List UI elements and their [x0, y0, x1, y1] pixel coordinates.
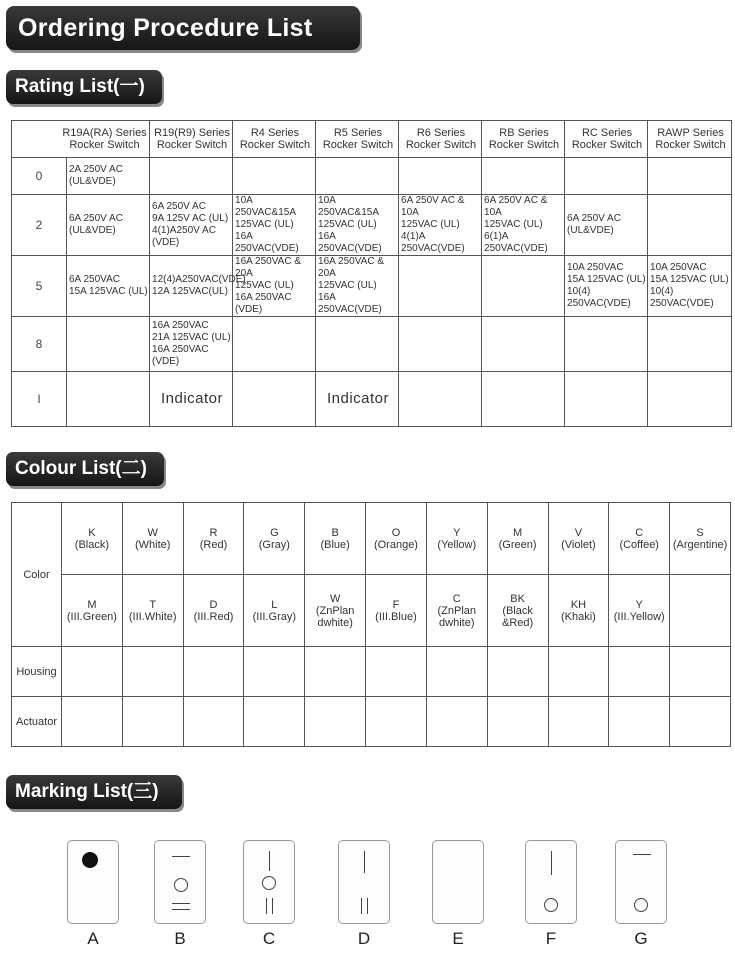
- empty-cell: [305, 647, 366, 697]
- rating-cell: [67, 256, 150, 317]
- row-label-housing: Housing: [12, 647, 62, 697]
- empty-cell: [183, 697, 244, 747]
- switch-diagram-b: [154, 840, 206, 924]
- rating-cell-line: 125VAC (UL): [235, 219, 294, 230]
- marking-label: C: [262, 929, 276, 948]
- empty-cell: [122, 697, 183, 747]
- rating-cell: [565, 372, 648, 427]
- empty-cell: [548, 697, 609, 747]
- rating-cell: [150, 317, 233, 372]
- rating-cell: [233, 195, 316, 256]
- rating-cell-line: 4(1)A 250VAC(VDE): [401, 231, 465, 254]
- rating-col-header: RC Series Rocker Switch: [565, 121, 648, 158]
- colour-cell: [183, 575, 244, 647]
- colour-code: T: [149, 598, 157, 611]
- rating-cell-line: 6A 250V AC & 10A: [484, 195, 548, 218]
- switch-diagram-a: [67, 840, 119, 924]
- empty-cell: [609, 647, 670, 697]
- rating-cell-line: 16A 250VAC: [152, 320, 209, 331]
- rating-cell: [482, 317, 565, 372]
- rating-cell-line: 125VAC (UL): [318, 219, 377, 230]
- empty-cell: [609, 697, 670, 747]
- marking-list-heading: Marking List(三): [6, 775, 182, 809]
- colour-code: S: [696, 526, 704, 539]
- colour-cell: [305, 575, 366, 647]
- page-title: Ordering Procedure List: [6, 6, 360, 50]
- rating-cell-line: (UL&VDE): [69, 176, 116, 187]
- switch-diagram-c: [243, 840, 295, 924]
- rating-cell-line: 10(4) 250VAC(VDE): [567, 286, 631, 309]
- colour-code: B: [331, 526, 339, 539]
- colour-code: R: [209, 526, 218, 539]
- empty-cell: [244, 647, 305, 697]
- colour-name: (Black): [74, 538, 110, 551]
- rating-cell-line: Indicator: [160, 390, 224, 407]
- rating-cell: [648, 256, 732, 317]
- rating-cell-line: 125VAC (UL): [484, 219, 543, 230]
- rating-col-header: R6 Series Rocker Switch: [399, 121, 482, 158]
- rating-cell: [233, 372, 316, 427]
- rating-cell-line: 16A 250VAC(VDE): [235, 231, 299, 254]
- marking-label: D: [357, 929, 371, 948]
- rating-header-row: [12, 121, 732, 158]
- colour-cell: [62, 503, 123, 575]
- colour-cell: [670, 503, 731, 575]
- rating-code: I: [12, 372, 67, 427]
- rating-cell: [482, 195, 565, 256]
- rating-cell-line: 6A 250V AC: [69, 213, 123, 224]
- colour-cell: [548, 575, 609, 647]
- rating-cell-line: 10A 250VAC: [567, 262, 624, 273]
- colour-cell: [548, 503, 609, 575]
- rating-code: 2: [12, 195, 67, 256]
- rating-cell-line: 125VAC (UL): [401, 219, 460, 230]
- rating-cell: [648, 195, 732, 256]
- rating-col-header: R19(R9) Series Rocker Switch: [150, 121, 233, 158]
- rating-cell-line: 12A 125VAC(UL): [152, 286, 228, 297]
- empty-cell: [548, 647, 609, 697]
- rating-code: 5: [12, 256, 67, 317]
- colour-name: (Gray): [258, 538, 290, 551]
- colour-code: W: [329, 592, 341, 605]
- rating-cell-line: 10A 250VAC: [650, 262, 707, 273]
- rating-cell: [482, 372, 565, 427]
- colour-cell: [305, 503, 366, 575]
- colour-cell: [670, 575, 731, 647]
- colour-name: (III.White): [128, 610, 177, 623]
- rating-cell-line: 6A 250V AC & 10A: [401, 195, 465, 218]
- colour-name: (III.Red): [193, 610, 234, 623]
- rating-cell-line: 10A 250VAC&15A: [318, 195, 379, 218]
- rating-cell: [67, 158, 150, 195]
- colour-cell: [487, 575, 548, 647]
- colour-cell: [366, 503, 427, 575]
- colour-code: M: [87, 598, 97, 611]
- rating-code: 0: [12, 158, 67, 195]
- colour-name: (Yellow): [437, 538, 477, 551]
- rating-cell: [233, 158, 316, 195]
- colour-cell: [426, 575, 487, 647]
- rating-col-header: R5 Series Rocker Switch: [316, 121, 399, 158]
- rating-table: [11, 120, 732, 427]
- rating-cell-line: 16A 250VAC(VDE): [318, 231, 382, 254]
- empty-cell: [366, 697, 427, 747]
- colour-cell: [487, 503, 548, 575]
- rating-cell-line: 9A 125V AC (UL): [152, 213, 229, 224]
- rating-cell-line: 16A 250VAC(VDE): [318, 292, 382, 315]
- empty-cell: [487, 647, 548, 697]
- rating-cell-line: 6A 250V AC: [152, 201, 206, 212]
- colour-code: D: [209, 598, 218, 611]
- empty-cell: [122, 647, 183, 697]
- colour-name: (Khaki): [560, 610, 596, 623]
- colour-cell: [62, 575, 123, 647]
- colour-code: L: [271, 598, 278, 611]
- dot-mark: [82, 852, 98, 868]
- colour-name: (White): [134, 538, 171, 551]
- colour-code: Y: [453, 526, 461, 539]
- rating-cell-line: 10A 250VAC&15A: [235, 195, 296, 218]
- colour-code: KH: [570, 598, 587, 611]
- colour-name: dwhite): [439, 616, 475, 629]
- rating-cell-line: 15A 125VAC (UL): [567, 274, 646, 285]
- colour-cell: [122, 503, 183, 575]
- rating-cell: [316, 158, 399, 195]
- empty-cell: [487, 697, 548, 747]
- marking-label: A: [87, 929, 99, 948]
- rating-cell-line: 16A 250VAC & 20A: [235, 256, 301, 279]
- colour-cell: [609, 503, 670, 575]
- rating-cell-line: 125VAC (UL): [235, 280, 294, 291]
- rating-cell: [565, 195, 648, 256]
- rating-cell: [399, 195, 482, 256]
- rating-cell-line: 6A 250VAC: [69, 274, 120, 285]
- rating-cell: [316, 256, 399, 317]
- empty-cell: [426, 647, 487, 697]
- rating-cell: [316, 317, 399, 372]
- colour-name: dwhite): [317, 616, 353, 629]
- colour-code: K: [88, 526, 96, 539]
- empty-cell: [183, 647, 244, 697]
- empty-cell: [670, 697, 731, 747]
- rating-col-header: RB Series Rocker Switch: [482, 121, 565, 158]
- rating-cell-line: 6A 250V AC: [567, 213, 621, 224]
- marking-label: E: [452, 929, 464, 948]
- colour-table: [11, 502, 731, 747]
- switch-diagram-g: [615, 840, 667, 924]
- rating-cell-line: 21A 125VAC (UL): [152, 332, 231, 343]
- rating-cell-line: 15A 125VAC (UL): [650, 274, 729, 285]
- empty-cell: [305, 697, 366, 747]
- rating-cell-line: 4(1)A250V AC (VDE): [152, 225, 216, 248]
- empty-cell: [244, 697, 305, 747]
- rating-cell: [399, 158, 482, 195]
- colour-name: (ZnPlan: [437, 604, 477, 617]
- colour-code: V: [574, 526, 583, 539]
- rating-cell: [482, 158, 565, 195]
- row-label-color: Color: [12, 503, 62, 647]
- colour-name: (ZnPlan: [315, 604, 355, 617]
- colour-cell: [609, 575, 670, 647]
- empty-cell: [426, 697, 487, 747]
- colour-code: C: [452, 592, 461, 605]
- empty-cell: [62, 697, 123, 747]
- colour-name: (Blue): [320, 538, 350, 551]
- colour-name: (Orange): [373, 538, 418, 551]
- colour-name: (Argentine): [672, 538, 728, 551]
- rating-cell: [399, 317, 482, 372]
- rating-cell: [150, 158, 233, 195]
- colour-code: BK: [510, 592, 525, 605]
- rating-cell: [67, 317, 150, 372]
- marking-label: F: [545, 929, 557, 948]
- colour-code: G: [270, 526, 279, 539]
- rating-cell-line: (UL&VDE): [69, 225, 116, 236]
- colour-cell: [183, 503, 244, 575]
- switch-diagram-d: [338, 840, 390, 924]
- rating-cell-line: 12(4)A250VAC(VDE): [152, 274, 246, 285]
- rating-cell-line: 16A 250VAC (VDE): [152, 344, 209, 367]
- rating-row: [12, 372, 732, 427]
- colour-name: (Coffee): [619, 538, 659, 551]
- rating-cell: [565, 158, 648, 195]
- rating-cell-line: 10(4) 250VAC(VDE): [650, 286, 714, 309]
- colour-name: (III.Yellow): [613, 610, 665, 623]
- rating-row: [12, 317, 732, 372]
- row-label-actuator: Actuator: [12, 697, 62, 747]
- rating-cell: [316, 372, 399, 427]
- rating-cell-line: Indicator: [326, 390, 390, 407]
- rating-cell-line: 125VAC (UL): [318, 280, 377, 291]
- colour-name: (Black: [502, 604, 533, 617]
- rating-code: 8: [12, 317, 67, 372]
- rating-cell: [399, 256, 482, 317]
- colour-code: C: [635, 526, 644, 539]
- rating-cell: [648, 372, 732, 427]
- rating-cell: [648, 317, 732, 372]
- rating-cell: [565, 256, 648, 317]
- rating-cell: [150, 195, 233, 256]
- colour-name: (Violet): [561, 538, 596, 551]
- colour-cell: [426, 503, 487, 575]
- colour-code: W: [147, 526, 158, 539]
- colour-cell: [244, 575, 305, 647]
- colour-code: M: [513, 526, 523, 539]
- rating-row: [12, 195, 732, 256]
- rating-cell-line: 6(1)A 250VAC(VDE): [484, 231, 548, 254]
- rating-cell-line: (UL&VDE): [567, 225, 614, 236]
- marking-label: B: [174, 929, 186, 948]
- rating-cell: [233, 317, 316, 372]
- rating-cell-line: 16A 250VAC (VDE): [235, 292, 292, 315]
- switch-diagram-f: [525, 840, 577, 924]
- rating-col-header: R4 Series Rocker Switch: [233, 121, 316, 158]
- rating-row: [12, 158, 732, 195]
- colour-code: F: [392, 598, 400, 611]
- rating-cell-line: 15A 125VAC (UL): [69, 286, 148, 297]
- colour-list-heading: Colour List(二): [6, 452, 164, 486]
- colour-code: O: [391, 526, 401, 539]
- colour-cell: [244, 503, 305, 575]
- rating-cell: [67, 195, 150, 256]
- rating-cell: [67, 372, 150, 427]
- rating-cell: [233, 256, 316, 317]
- rating-row: [12, 256, 732, 317]
- rating-cell: [316, 195, 399, 256]
- colour-name: (III.Green): [66, 610, 117, 623]
- rating-cell: [565, 317, 648, 372]
- rating-list-heading: Rating List(一): [6, 70, 162, 104]
- marking-label: G: [634, 929, 648, 948]
- rating-cell: [150, 256, 246, 317]
- colour-name: (Red): [199, 538, 228, 551]
- colour-cell: [122, 575, 183, 647]
- colour-code: Y: [635, 598, 643, 611]
- rating-cell: [482, 256, 565, 317]
- rating-cell: [150, 372, 233, 427]
- rating-cell: [648, 158, 732, 195]
- colour-name: (Green): [498, 538, 537, 551]
- colour-name: &Red): [502, 616, 534, 629]
- colour-name: (III.Gray): [252, 610, 297, 623]
- colour-cell: [366, 575, 427, 647]
- rating-col-header: RAWP Series Rocker Switch: [648, 121, 732, 158]
- rating-cell-line: 2A 250V AC: [69, 164, 123, 175]
- empty-cell: [366, 647, 427, 697]
- empty-cell: [670, 647, 731, 697]
- switch-diagram-e: [432, 840, 484, 924]
- rating-cell: [399, 372, 482, 427]
- rating-cell-line: 16A 250VAC & 20A: [318, 256, 384, 279]
- empty-cell: [62, 647, 123, 697]
- rating-col-header: R19A(RA) Series Rocker Switch: [12, 121, 150, 158]
- colour-name: (III.Blue): [375, 610, 417, 623]
